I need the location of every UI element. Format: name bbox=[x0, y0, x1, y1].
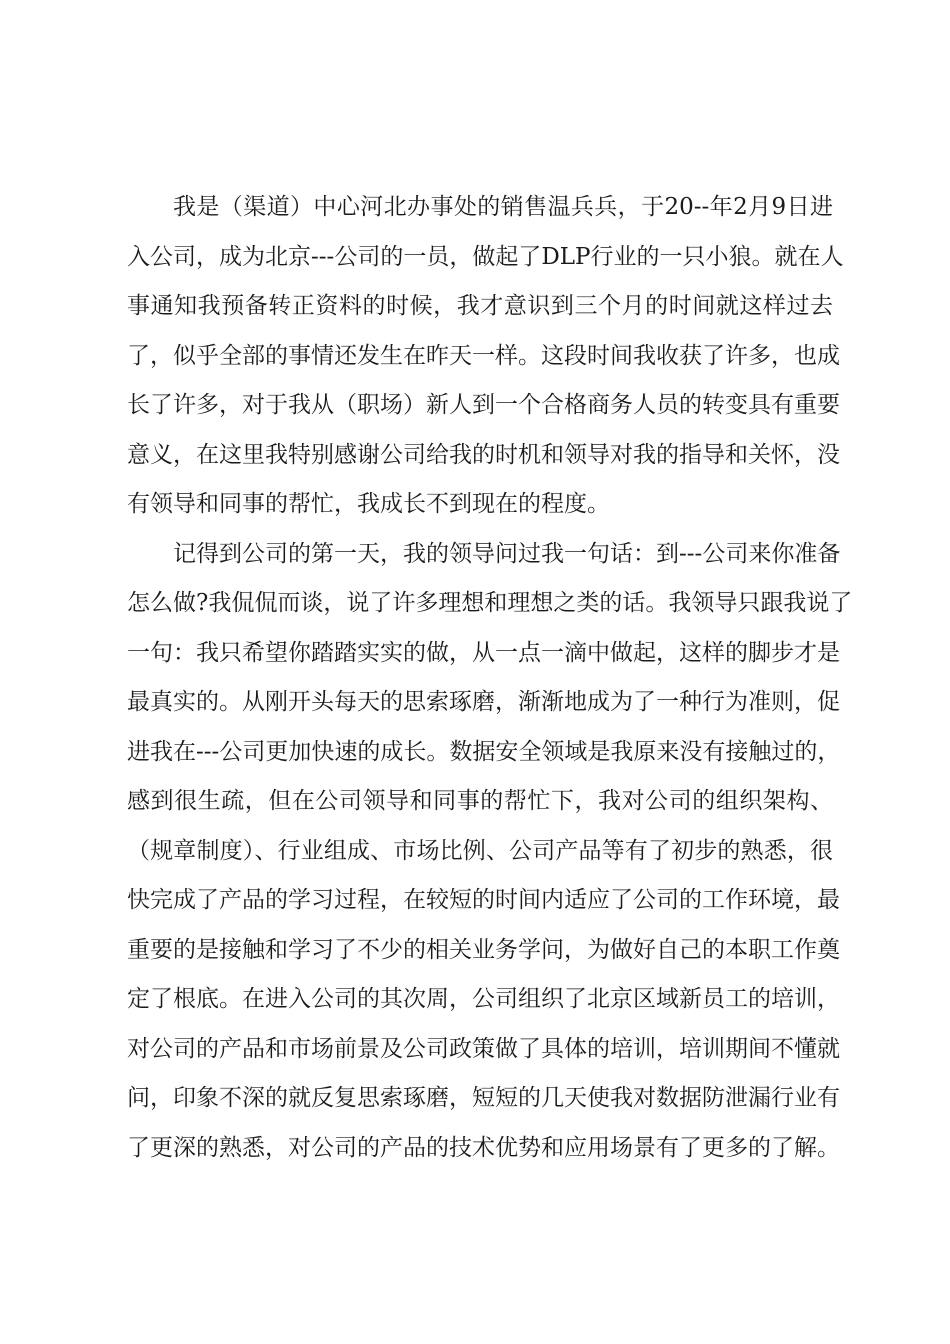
paragraph-1 bbox=[127, 183, 844, 530]
paragraph-line: 问，印象不深的就反复思索琢磨，短短的几天使我对数据防泄漏行业有 bbox=[127, 1085, 840, 1111]
document-body bbox=[127, 183, 853, 1173]
paragraph-line: 有领导和同事的帮忙，我成长不到现在的程度。 bbox=[127, 491, 610, 517]
paragraph-line: 对公司的产品和市场前景及公司政策做了具体的培训，培训期间不懂就 bbox=[127, 1035, 840, 1062]
paragraph-line: 了更深的熟悉，对公司的产品的技术优势和应用场景有了更多的了解。 bbox=[127, 1134, 840, 1161]
paragraph-2 bbox=[127, 530, 853, 1174]
paragraph-line: （规章制度）、行业组成、市场比例、公司产品等有了初步的熟悉，很 bbox=[127, 837, 833, 864]
paragraph-line: 快完成了产品的学习过程，在较短的时间内适应了公司的工作环境，最 bbox=[127, 887, 840, 913]
paragraph-line: 长了许多，对于我从（职场）新人到一个合格商务人员的转变具有重要 bbox=[127, 392, 840, 418]
paragraph-line: 入公司，成为北京---公司的一员，做起了DLP行业的一只小狼。就在人 bbox=[127, 243, 844, 270]
paragraph-line: 怎么做?我侃侃而谈，说了许多理想和理想之类的话。我领导只跟我说了 bbox=[127, 590, 853, 616]
paragraph-line: 进我在---公司更加快速的成长。数据安全领域是我原来没有接触过的， bbox=[127, 738, 841, 765]
paragraph-line: 记得到公司的第一天，我的领导问过我一句话：到---公司来你准备 bbox=[173, 540, 841, 567]
paragraph-line: 定了根底。在进入公司的其次周，公司组织了北京区域新员工的培训， bbox=[127, 986, 840, 1012]
paragraph-line: 最真实的。从刚开头每天的思索琢磨，渐渐地成为了一种行为准则，促 bbox=[127, 689, 840, 715]
paragraph-line: 感到很生疏，但在公司领导和同事的帮忙下，我对公司的组织架构、 bbox=[127, 788, 833, 814]
paragraph-line: 意义，在这里我特别感谢公司给我的时机和领导对我的指导和关怀，没 bbox=[127, 441, 840, 468]
paragraph-line: 了，似乎全部的事情还发生在昨天一样。这段时间我收获了许多，也成 bbox=[127, 342, 840, 369]
paragraph-line: 重要的是接触和学习了不少的相关业务学问，为做好自己的本职工作奠 bbox=[127, 936, 840, 963]
paragraph-line: 一句：我只希望你踏踏实实的做，从一点一滴中做起，这样的脚步才是 bbox=[127, 639, 840, 666]
paragraph-line: 事通知我预备转正资料的时候，我才意识到三个月的时间就这样过去 bbox=[127, 293, 833, 319]
paragraph-line: 我是（渠道）中心河北办事处的销售温兵兵，于20--年2月9日进 bbox=[173, 194, 833, 220]
